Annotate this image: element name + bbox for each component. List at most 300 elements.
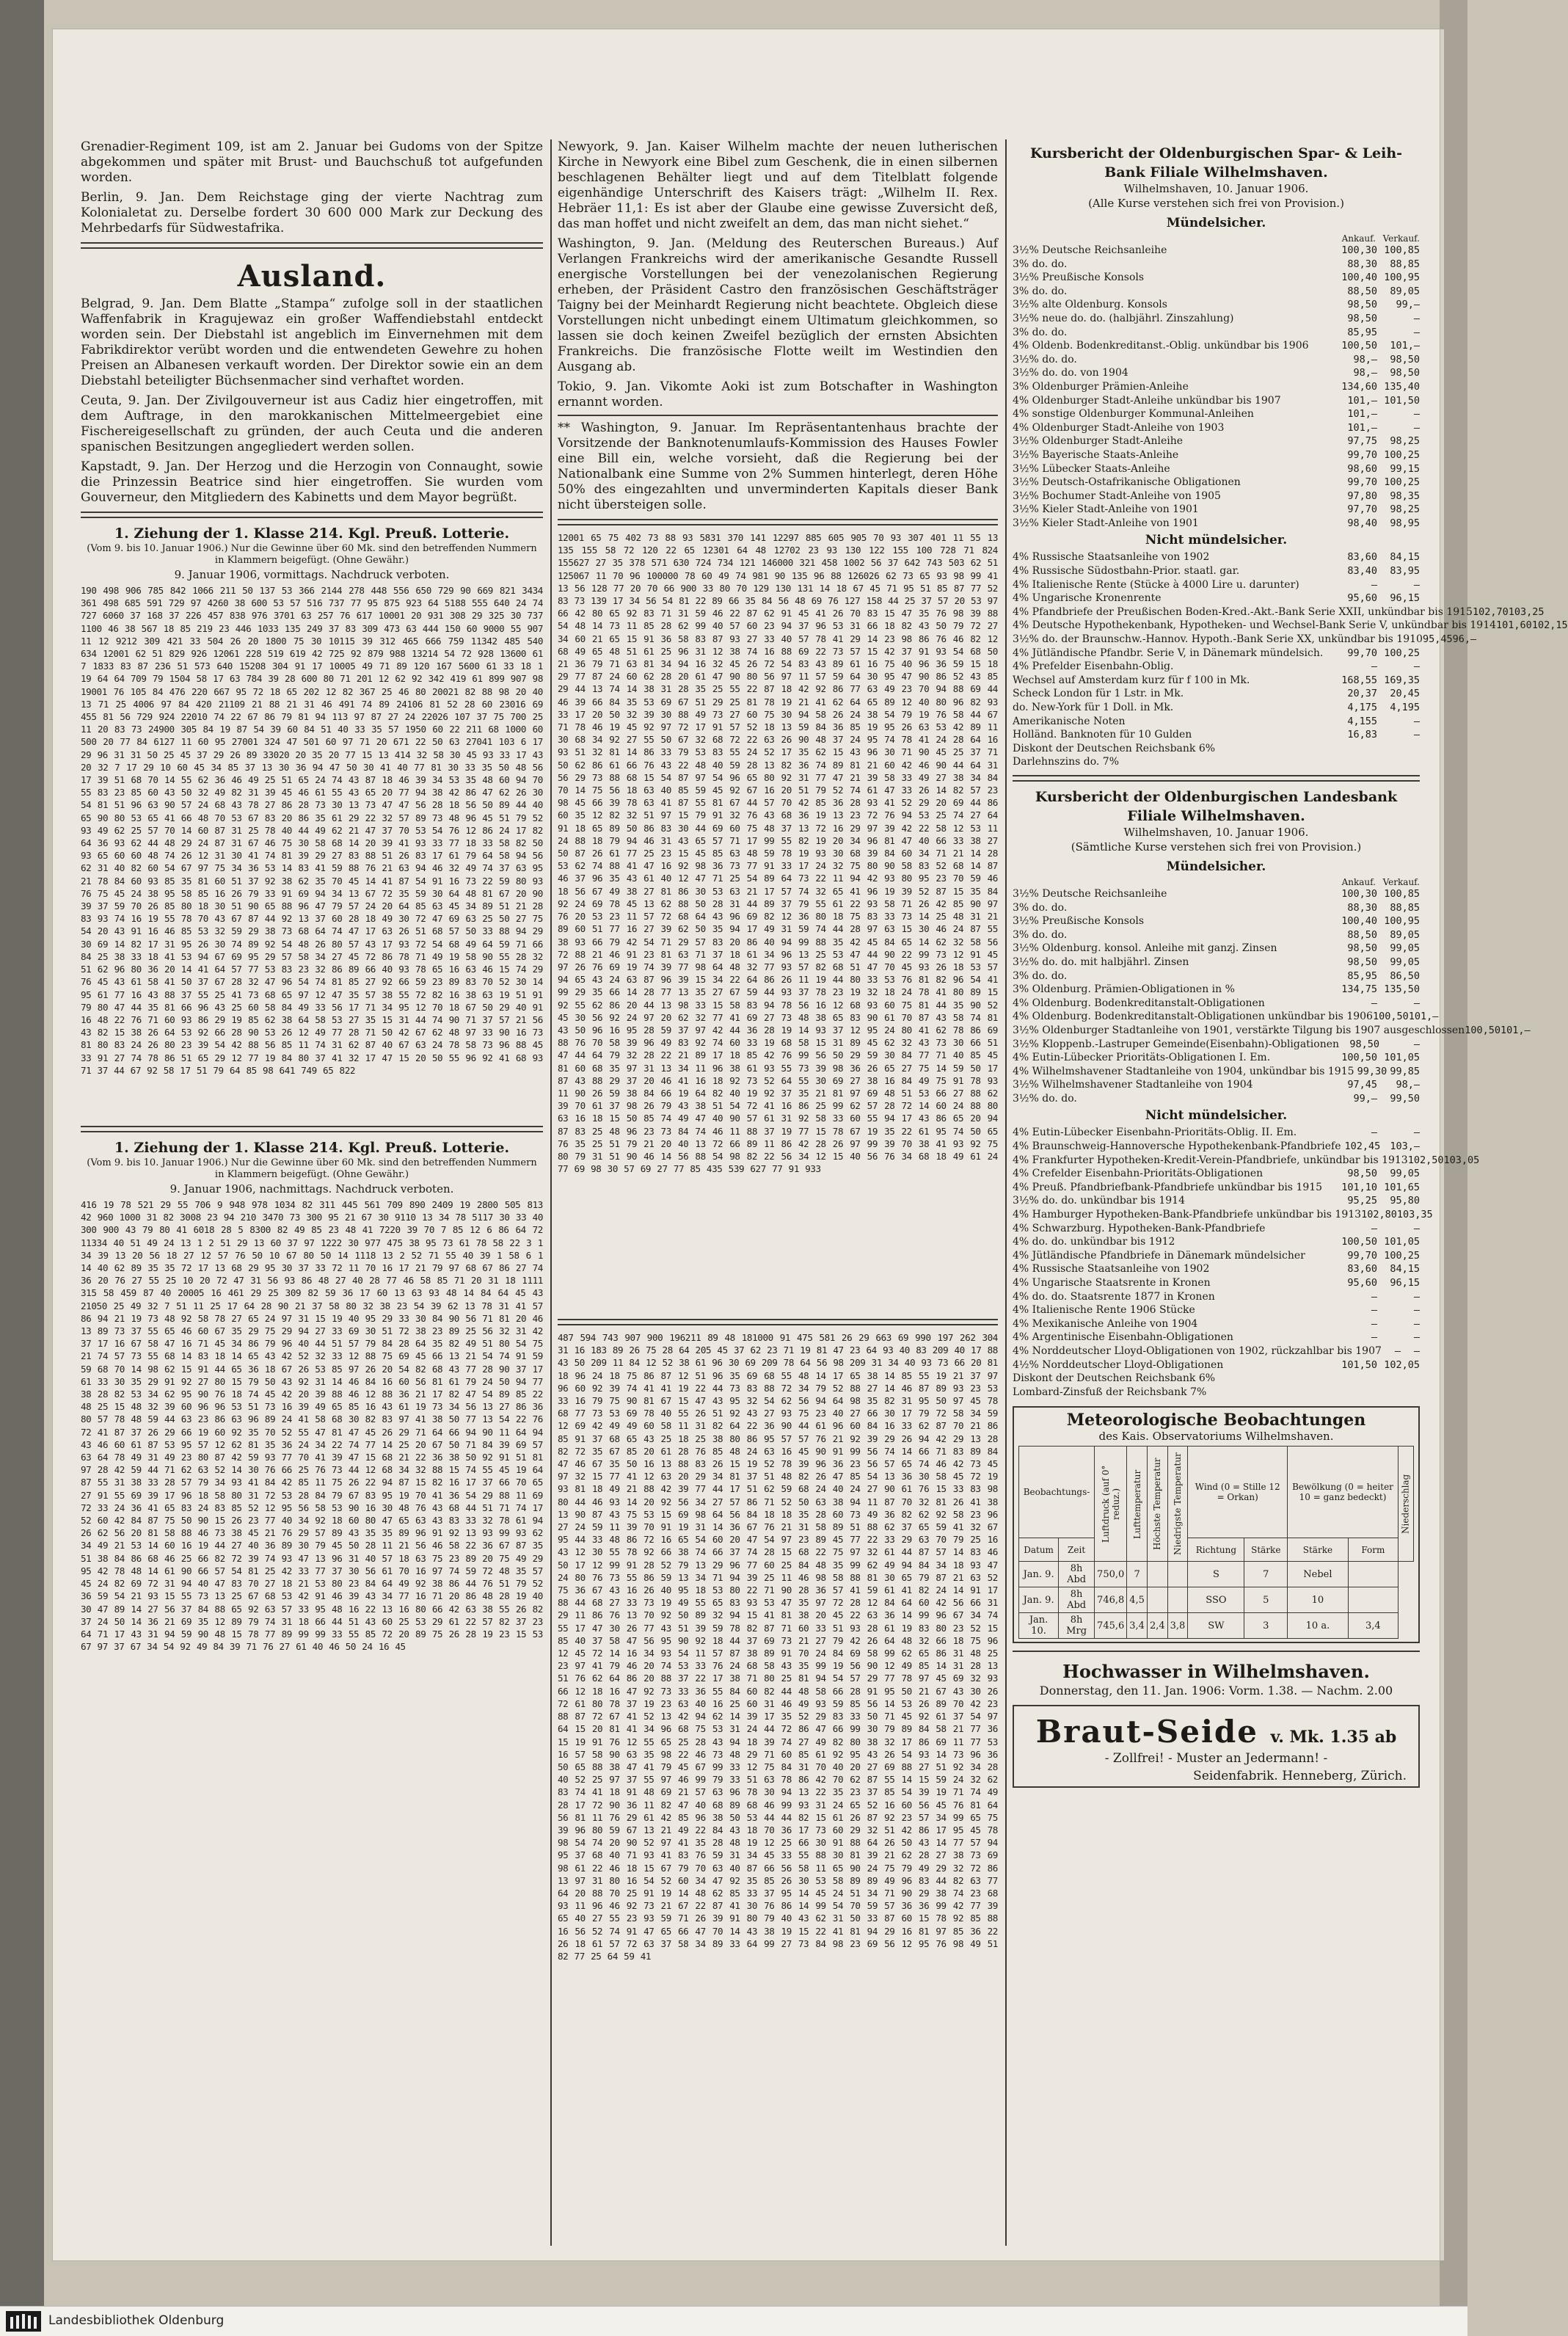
kurs-security: 4% Ungarische Kronenrente [1013,592,1162,605]
separator [81,1126,543,1132]
kurs-ankauf: 98,50 [1347,942,1377,955]
section-heading-ausland: Ausland. [237,259,387,294]
kurs-row [1013,326,1420,340]
kurs-security: Darlehnszins do. 7% [1013,756,1120,768]
kurs-row [1013,887,1420,901]
kurs-ankauf: 100,50 [1372,1011,1409,1023]
kurs-ankauf: 83,60 [1347,1263,1377,1276]
kurs-ankauf: 83,40 [1347,565,1377,578]
kurs-ankauf: 99,— [1353,1092,1377,1105]
kurs-security: 4% Eutin-Lübecker Eisenbahn-Prioritäts-Oblig. II. Em. [1013,1127,1297,1139]
kurs-security: 4% Deutsche Hypothekenbank, Hypotheken- und Wechsel-Bank Serie V, unkündbar bis 1914 [1013,619,1497,632]
kurs-row [1013,1167,1420,1181]
lottery-numbers: 416 19 78 521 29 55 706 9 948 978 1034 82 311 445 561 709 890 2409 19 2800 505 813 42 960 1000 31 82 3008 23 94 210 3470 73 300 95 21 67 30 9110 13 34 78 5117 30 33 40 300 900 43 79 80 41 6018 28 5 8300 82 49 85 23 48 41 7220 39 70 7 85 12 6 86 64 72 11334 40 51 49 24 13 1 2 51 29 13 60 37 97 1222 30 977 475 38 95 73 61 78 58 22 3 1 34 39 13 20 56 18 27 12 57 76 50 10 67 80 50 14 1118 13 2 52 71 55 40 39 1 58 6 1 14 40 62 89 35 35 72 17 13 68 29 95 30 37 33 72 11 70 16 17 21 79 97 68 67 86 27 74 36 20 76 27 55 25 10 20 72 47 31 56 93 86 48 27 40 28 77 46 58 85 71 20 31 18 1111 315 58 459 87 40 20005 16 461 29 25 309 82 59 36 17 60 13 63 93 48 14 84 64 45 43 21050 25 49 32 7 51 11 25 17 64 28 90 21 37 58 80 32 38 23 54 39 62 13 78 31 41 57 86 94 21 19 73 48 92 58 78 27 65 24 97 31 15 19 40 95 29 33 30 84 90 56 71 81 20 46 13 89 73 37 55 65 46 60 67 35 29 75 29 94 27 33 69 30 51 72 38 23 89 25 56 32 31 42 37 17 16 67 58 47 16 71 45 34 86 79 96 40 44 51 57 79 84 28 64 35 82 49 51 80 54 75 21 74 57 73 55 68 14 83 18 14 65 43 42 52 32 33 12 88 75 69 45 66 13 21 54 74 91 59 59 68 70 14 98 62 15 91 44 65 36 18 67 26 53 85 97 26 20 54 82 68 43 77 28 90 37 17 61 33 30 35 29 91 92 27 80 15 79 50 43 92 31 14 46 84 16 60 56 81 61 79 24 50 94 77 38 28 82 53 34 62 95 90 76 18 74 45 42 20 39 88 46 12 88 36 21 17 82 47 54 89 85 22 48 25 15 48 32 39 60 96 96 53 51 73 16 39 49 65 85 16 43 61 19 73 34 56 13 27 86 36 80 57 78 48 59 44 63 23 86 63 96 89 24 41 58 68 30 82 83 97 41 38 50 77 13 54 22 76 72 41 87 37 26 29 66 19 60 92 35 70 52 55 47 81 47 45 26 29 71 64 66 94 90 11 64 94 43 46 60 61 87 53 95 57 12 62 81 35 36 24 34 22 74 77 14 25 20 67 50 71 84 39 69 57 63 64 78 49 31 49 23 80 87 42 59 93 77 70 41 39 47 15 68 21 22 36 38 50 92 91 51 81 97 28 42 59 44 71 62 63 52 14 30 76 66 25 76 73 44 12 68 34 32 88 15 74 55 45 19 64 87 55 31 38 33 28 57 79 34 93 41 84 42 85 11 75 26 22 94 87 15 82 16 17 37 66 70 65 27 91 55 69 39 17 96 18 58 80 31 72 53 28 84 79 67 83 95 19 70 41 36 54 29 88 11 69 72 33 24 36 41 65 83 24 83 85 52 12 95 56 58 53 90 16 30 48 76 43 68 44 51 71 74 17 52 60 42 84 87 75 50 90 15 26 23 77 40 34 92 18 60 80 47 65 63 43 83 33 32 78 61 94 26 62 56 20 81 58 88 46 73 38 45 21 76 29 57 89 43 35 35 89 96 91 92 13 93 99 93 62 34 49 21 53 14 60 16 19 44 27 40 36 89 30 79 45 50 28 11 21 56 46 58 22 36 67 87 35 51 38 84 86 68 46 25 66 82 72 39 74 93 47 13 96 31 40 57 18 63 75 23 89 20 75 49 29 95 42 78 48 14 61 90 66 57 54 81 25 42 33 77 37 30 56 61 70 16 97 74 59 72 48 35 57 45 24 82 69 72 31 94 40 47 83 70 27 18 21 53 80 23 84 64 49 92 38 86 44 76 51 79 52 36 59 54 21 93 15 55 73 13 25 67 68 53 42 91 46 39 43 34 77 16 71 20 86 48 28 19 40 30 47 89 14 27 56 37 84 88 65 92 63 57 33 95 48 16 22 13 16 80 66 42 63 38 55 26 82 37 24 50 14 36 21 69 35 12 89 79 74 31 18 66 44 51 43 60 25 53 29 61 22 57 82 37 23 64 71 17 43 31 94 59 90 48 15 78 77 89 99 99 33 55 85 72 20 89 75 26 28 19 23 15 53 67 97 37 67 34 54 92 49 84 39 71 76 27 61 40 46 50 24 16 45 [81,1199,543,1653]
kurs-ankauf: 97,75 [1347,435,1377,448]
separator [1013,775,1420,782]
kurs-ankauf: 20,37 [1347,688,1377,700]
met-header-richtung: Richtung [1188,1538,1244,1562]
kurs-row [1013,942,1420,956]
lottery-title: 1. Ziehung der 1. Klasse 214. Kgl. Preuß. Lotterie. [114,525,510,542]
kurs-security: 3% do. do. [1013,258,1068,270]
met-cell: 7 [1244,1562,1288,1587]
kurs-security: 3% do. do. [1013,285,1068,297]
kurs-row [1013,1345,1420,1358]
kurs-verkauf: — [1413,1038,1420,1050]
ad-title [1018,1714,1414,1750]
kurs-row [1013,755,1420,769]
kurs-verkauf: 135,40 [1384,380,1420,393]
kurs-security: 4% Russische Staatsanleihe von 1902 [1013,1263,1210,1276]
kurs-security: 3½% Oldenburger Stadt-Anleihe [1013,435,1184,448]
kurs-row [1013,517,1420,531]
kurs-security: 4% Prefelder Eisenbahn-Oblig. [1013,661,1174,673]
kursbericht-title: Kursbericht der Oldenburgischen Spar- & Leih-Bank Filiale Wilhelmshaven. [1029,145,1403,181]
kurs-verkauf: 103,— [1390,1140,1420,1153]
kurs-security: 4% Wilhelmshavener Stadtanleihe von 1904, unkündbar bis 1915 [1013,1065,1354,1077]
kurs-security: 3½% do. do. [1013,1092,1077,1105]
kurs-ankauf: 102,45 [1344,1140,1381,1153]
column-3 [1013,139,1568,2246]
kurs-verkauf: — [1413,1290,1420,1303]
kurs-verkauf: 101,50 [1384,394,1420,407]
met-cell: 3,8 [1167,1613,1188,1639]
kurs-verkauf: 102,15 [1531,619,1568,632]
met-cell [1167,1587,1188,1613]
kurs-verkauf: 100,25 [1384,476,1420,489]
lottery-date: 9. Januar 1906, vormittags. Nachdruck verboten. [174,568,450,581]
kurs-row [1013,1358,1420,1372]
kurs-ankauf: 100,40 [1341,272,1377,284]
kurs-security: Diskont der Deutschen Reichsbank 6% [1013,742,1216,754]
met-header-baro: Luftdruck (auf 0° reduz.) [1095,1447,1127,1562]
kurs-row [1013,550,1420,564]
kurs-ankauf: 134,60 [1341,380,1377,393]
kurs-verkauf: 86,50 [1390,969,1420,982]
kurs-row [1013,1290,1420,1304]
kurs-ankauf: — [1371,1331,1377,1344]
hochwasser-text: Donnerstag, den 11. Jan. 1906: Vorm. 1.38. — Nachm. 2.00 [1039,1684,1393,1698]
ad-firm: Seidenfabrik. Henneberg, Zürich. [1193,1769,1407,1784]
kurs-ankauf: 16,83 [1347,729,1377,741]
kurs-row [1013,1051,1420,1065]
kurs-table [1013,887,1531,1106]
met-cell: 10 a. [1288,1613,1349,1639]
kurs-row [1013,701,1420,715]
kurs-ankauf: 98,50 [1349,1038,1380,1050]
kurs-verkauf: 99,50 [1390,1092,1420,1105]
col-ankauf: Ankauf. [1341,876,1376,887]
kurs-verkauf: — [1413,729,1420,741]
kurs-security: Wechsel auf Amsterdam kurz für f 100 in Mk. [1013,674,1250,686]
kurs-ankauf: 98,50 [1347,956,1377,968]
section-nicht-mundelsicher: Nicht mündelsicher. [1145,1108,1288,1124]
kurs-verkauf: 100,25 [1384,647,1420,659]
met-header-form: Form [1348,1538,1398,1562]
kurs-ankauf: 97,70 [1347,503,1377,516]
kurs-verkauf: 98,— [1396,1079,1420,1091]
column-divider [1005,139,1007,2246]
kurs-ankauf: 134,75 [1341,983,1377,996]
kurs-verkauf: 98,50 [1390,353,1420,365]
kurs-security: 4% Oldenburger Stadt-Anleihe von 1903 [1013,421,1225,434]
met-header-starke-bew: Stärke [1288,1538,1349,1562]
met-cell [1147,1562,1167,1587]
kurs-ankauf: 98,— [1353,353,1377,365]
library-logo-icon [6,2311,41,2332]
news-paragraph: Washington, 9. Jan. (Meldung des Reuterschen Bureaus.) Auf Verlangen Frankreichs wird der amerikanische Gesandte Russell energische Vorstellungen bei der venezolanischen Regierung erheben, der Präsident Castro den französischen Geschäftsträger Taigny bei der Meinhardt Regierung nicht beachtete. Obgleich diese Vorstellungen nicht unbedingt einem Ultimatum gleichkommen, so lassen sie doch keinen Zweifel bezüglich der ernsten Absichten Frankreichs. Die französische Flotte weilt im Westindien den Ausgang ab. [558,236,998,374]
kurs-verkauf: 98,35 [1390,490,1420,502]
column-1 [81,139,543,2246]
kurs-verkauf: 20,45 [1390,688,1420,700]
kurs-ankauf: 98,50 [1347,299,1377,311]
kurs-row [1013,1331,1420,1345]
kurs-security: 3½% Wilhelmshavener Stadtanleihe von 1904 [1013,1079,1253,1091]
kurs-security: 4% Ungarische Staatsrente in Kronen [1013,1277,1211,1289]
kurs-verkauf: 101,05 [1384,1236,1420,1248]
lottery-note: (Vom 9. bis 10. Januar 1906.) Nur die Gewinne über 60 Mk. sind den betreffenden Nummern in Klammern beigefügt. (Ohne Gewähr.) [87,1157,537,1180]
met-cell: 745,6 [1095,1613,1127,1639]
kurs-verkauf: 95,80 [1390,1195,1420,1207]
kurs-security: 3½% alte Oldenburg. Konsols [1013,299,1167,311]
kurs-verkauf: — [1413,408,1420,421]
kurs-row [1013,956,1420,969]
kursbericht-note: (Sämtliche Kurse verstehen sich frei von Provision.) [1071,840,1362,854]
met-header-min: Niedrigste Temperatur [1167,1447,1188,1562]
kurs-row [1013,997,1420,1011]
met-header-bew: Bewölkung (0 = heiter 10 = ganz bedeckt) [1288,1447,1399,1538]
kurs-security: 3½% neue do. do. (halbjährl. Zinszahlung) [1013,312,1234,324]
kurs-security: 3½% Kieler Stadt-Anleihe von 1901 [1013,503,1199,516]
kurs-security: 3½% Lübecker Staats-Anleihe [1013,462,1170,475]
kurs-row [1013,503,1420,517]
news-paragraph: Berlin, 9. Jan. Dem Reichstage ging der vierte Nachtrag zum Kolonialetat zu. Derselbe fordert 30 600 000 Mark zur Deckung des Mehrbedarfs für Südwestafrika. [81,190,543,236]
kurs-security: 4% Russische Südostbahn-Prior. staatl. gar. [1013,565,1240,578]
kurs-security: 3½% do. do. von 1904 [1013,367,1128,379]
kurs-ankauf: 102,70 [1472,605,1509,618]
kursbericht-note: (Alle Kurse verstehen sich frei von Provision.) [1088,197,1344,210]
kurs-verkauf: 102,05 [1384,1358,1420,1371]
kurs-verkauf: — [1413,1127,1420,1139]
kurs-ankauf: 100,50 [1341,340,1377,352]
col-verkauf: Verkauf. [1382,233,1420,244]
kurs-security: 3½% Kloppenb.-Lastruper Gemeinde(Eisenbahn)-Obligationen [1013,1038,1340,1050]
kurs-row [1013,1386,1420,1400]
kurs-security: 3½% do. der Braunschw.-Hannov. Hypoth.-Bank Serie XX, unkündbar bis 1910 [1013,633,1423,646]
kurs-row [1013,258,1420,272]
kurs-row [1013,742,1420,756]
kurs-verkauf: 101,65 [1384,1181,1420,1193]
kurs-ankauf: 98,40 [1347,517,1377,529]
news-paragraph: ** Washington, 9. Januar. Im Repräsentantenhaus brachte der Vorsitzende der Banknotenumlaufs-Kommission des Hauses Fowler eine Bill ein, welche vorsieht, daß die Regierung bei der Nationalbank eine Summe von 2% Summen hinterlegt, deren Höhe 50% des eingezahlten und unverminderten Kapitals dieser Bank nicht übersteigen solle. [558,421,998,512]
kurs-security: 3% do. do. [1013,901,1068,914]
kurs-ankauf: — [1371,1304,1377,1317]
section-mundelsicher: Mündelsicher. [1166,216,1266,230]
kurs-security: 3½% Preußische Konsols [1013,272,1145,284]
kurs-ankauf: 101,10 [1341,1181,1377,1193]
kurs-ankauf: — [1371,578,1377,591]
kurs-security: 4% Crefelder Eisenbahn-Prioritäts-Obligationen [1013,1168,1263,1180]
kursbericht-date: Wilhelmshaven, 10. Januar 1906. [1123,182,1309,195]
lottery-date: 9. Januar 1906, nachmittags. Nachdruck verboten. [169,1182,454,1196]
kurs-row [1013,1078,1420,1092]
kurs-security: 3½% do. do. [1013,353,1077,365]
advertisement [1013,1705,1420,1788]
kurs-verkauf: 100,25 [1384,448,1420,461]
met-cell: 750,0 [1095,1562,1127,1587]
met-cell: 10 [1288,1587,1349,1613]
kurs-ankauf: 97,80 [1347,490,1377,502]
kurs-ankauf: 100,50 [1341,1236,1377,1248]
kurs-security: 4% Oldenburg. Bodenkreditanstalt-Obligationen unkündbar bis 1906 [1013,1011,1373,1023]
kurs-security: Diskont der Deutschen Reichsbank 6% [1013,1372,1216,1385]
kurs-ankauf: 99,70 [1347,647,1377,659]
meteorology-table [1018,1446,1414,1639]
kurs-security: Holländ. Banknoten für 10 Gulden [1013,729,1192,741]
section-nicht-mundelsicher: Nicht mündelsicher. [1145,533,1288,548]
kurs-verkauf: 99,— [1396,299,1420,311]
lottery-numbers: 190 498 906 785 842 1066 211 50 137 53 366 2144 278 448 556 650 729 90 669 821 3434 361 498 685 591 729 97 4260 38 600 53 57 516 737 77 95 875 923 64 5188 555 640 24 74 727 6060 37 168 37 226 457 838 976 3701 63 257 76 617 10001 20 931 308 29 325 30 737 1100 46 38 567 18 85 219 23 446 1033 135 249 37 83 309 473 63 444 150 60 9000 55 907 11 12 9212 309 421 33 504 26 20 1800 75 30 10115 39 312 465 666 759 11342 485 540 634 12001 62 51 829 926 12061 228 519 619 42 725 92 879 988 13214 54 72 928 13600 61 7 1833 83 87 236 51 573 640 15208 304 91 17 10005 49 71 89 120 167 5600 61 33 18 1 19 64 64 709 79 1504 58 17 63 784 39 28 600 80 71 201 12 62 92 342 419 61 899 907 98 19001 76 105 84 476 220 667 95 72 18 65 202 12 82 367 25 46 80 20021 82 88 98 20 40 13 71 25 4006 97 84 420 21109 21 88 21 31 46 491 74 89 24106 81 52 28 60 23016 69 455 81 56 729 924 22010 74 22 67 86 79 81 94 113 97 87 27 24 22026 107 37 75 700 25 11 20 83 73 24900 305 84 19 87 54 39 60 84 51 40 33 35 57 1950 60 22 211 68 1000 60 500 20 77 84 6127 11 60 95 27001 324 47 501 60 97 71 20 671 22 50 63 27041 103 6 17 29 96 31 31 50 25 45 37 29 26 89 33020 20 35 20 77 15 13 414 32 58 30 45 93 33 17 43 20 32 7 17 29 10 60 45 34 85 37 13 30 36 94 47 50 30 41 40 77 81 30 33 35 50 48 56 17 39 51 68 70 14 55 62 36 46 49 25 51 65 24 74 43 87 18 46 39 34 53 35 48 60 94 70 55 83 23 85 60 43 50 32 49 82 31 39 45 46 61 55 43 65 20 77 94 38 42 86 47 62 26 30 54 81 51 96 63 90 57 24 68 43 78 27 86 28 73 30 13 73 47 47 56 28 18 56 50 89 44 40 65 90 80 53 65 41 66 48 70 53 67 83 20 86 35 61 29 22 32 57 89 73 48 96 45 51 79 52 93 49 62 25 57 70 14 60 87 31 25 78 40 44 49 62 21 47 37 70 53 54 76 12 86 24 17 82 64 36 93 62 44 48 29 24 87 31 67 46 75 30 58 68 14 20 39 41 93 33 77 18 33 58 82 50 93 65 60 60 48 74 26 12 31 30 41 74 81 39 29 27 83 88 51 26 83 17 61 79 64 58 94 56 62 31 40 82 60 54 67 97 75 34 36 53 14 83 41 59 88 76 21 63 94 46 32 49 74 37 63 95 21 78 84 60 93 85 35 81 60 51 37 92 38 62 35 70 45 14 41 87 54 91 16 73 22 59 80 93 76 75 45 24 38 95 58 85 16 26 79 33 91 69 94 34 13 67 72 35 59 30 64 48 81 67 20 90 39 37 59 70 26 85 80 18 30 51 90 65 88 96 47 79 57 24 20 64 85 63 45 34 89 51 21 28 83 93 74 16 19 55 78 70 43 67 87 44 92 13 37 60 28 18 49 30 72 47 69 63 25 50 27 75 54 20 43 91 16 46 85 53 32 59 29 38 73 68 64 74 47 17 63 26 51 68 57 50 33 88 94 29 30 69 14 82 17 31 95 26 30 74 89 92 54 48 26 80 57 43 17 93 72 54 68 49 64 59 71 66 84 25 38 33 18 41 53 94 67 69 95 29 57 58 34 27 45 72 86 78 71 49 19 58 90 55 28 32 51 62 96 80 36 20 14 41 64 57 77 53 83 23 32 86 89 66 40 93 78 65 16 63 46 15 74 29 76 45 43 61 58 41 50 37 67 28 32 47 96 54 74 81 85 27 92 66 59 23 89 83 70 52 30 14 95 61 77 16 43 88 37 55 25 41 73 68 65 97 12 47 35 57 38 55 72 82 16 38 63 19 51 91 79 80 47 44 35 81 66 96 43 25 60 58 84 49 33 56 17 71 34 95 12 70 18 67 50 29 40 91 16 48 22 76 71 60 93 86 29 19 85 62 38 64 58 53 27 35 15 31 44 74 90 71 37 57 21 56 43 82 15 38 26 64 53 92 66 28 90 53 26 12 49 77 28 71 50 42 67 62 48 97 33 90 16 73 81 80 83 24 26 80 23 39 54 42 88 56 85 11 74 31 62 87 40 67 63 24 78 58 73 96 88 45 33 91 27 74 78 86 51 65 29 12 77 19 84 80 37 41 32 17 47 15 20 50 55 96 92 41 68 93 71 37 44 67 92 58 17 51 79 64 85 98 641 749 65 822 [81,585,543,1076]
kurs-verkauf: 84,15 [1390,1263,1420,1276]
kurs-security: 4% Oldenburg. Bodenkreditanstalt-Obligationen [1013,997,1265,1009]
kurs-security: 4% Italienische Rente 1906 Stücke [1013,1304,1195,1317]
kurs-row [1013,339,1420,353]
kurs-ankauf [1335,742,1377,756]
kurs-ankauf [1335,755,1377,769]
kurs-row [1013,619,1568,633]
kurs-verkauf: 89,05 [1390,285,1420,297]
met-cell: 2,4 [1147,1613,1167,1639]
kurs-security: 3½% do. do. unkündbar bis 1914 [1013,1195,1185,1207]
kurs-row [1013,407,1420,421]
kurs-verkauf: 100,25 [1384,1249,1420,1262]
kurs-verkauf: 99,05 [1390,1168,1420,1180]
kurs-ankauf: 100,50 [1465,1024,1500,1036]
met-cell [1167,1562,1188,1587]
kurs-row [1013,1317,1420,1331]
kurs-security: 3% Oldenburg. Prämien-Obligationen in % [1013,983,1235,996]
met-header-starke: Stärke [1244,1538,1288,1562]
kurs-ankauf: 98,— [1353,367,1377,379]
kurs-row [1013,1065,1420,1079]
kurs-verkauf: — [1413,421,1420,434]
kurs-table [1013,550,1568,769]
meteorology-subtitle: des Kais. Observatoriums Wilhelmshaven. [1098,1430,1334,1444]
met-cell: S [1188,1562,1244,1587]
kurs-verkauf: 99,05 [1390,956,1420,968]
met-cell: SW [1188,1613,1244,1639]
ad-title-main: Braut-Seide [1035,1714,1258,1750]
kurs-verkauf: 99,15 [1390,462,1420,475]
kurs-row [1013,353,1420,367]
separator [1013,1651,1420,1652]
kurs-ankauf: 83,60 [1347,551,1377,564]
met-cell: 5 [1244,1587,1288,1613]
news-paragraph: Tokio, 9. Jan. Vikomte Aoki ist zum Botschafter in Washington ernannt worden. [558,379,998,410]
kurs-security: 3½% Oldenburg. konsol. Anleihe mit ganzj. Zinsen [1013,942,1277,955]
kurs-verkauf: 88,85 [1390,901,1420,914]
lottery-numbers: 487 594 743 907 900 196211 89 48 181000 91 475 581 26 29 663 69 990 197 262 304 31 16 183 89 26 75 28 64 205 45 37 62 23 71 19 81 47 23 64 93 40 83 209 40 17 88 43 50 209 11 84 12 52 38 61 96 30 69 209 78 64 56 98 209 31 34 40 93 73 66 20 81 18 96 24 18 75 86 87 12 51 96 35 69 68 55 48 14 17 65 38 14 85 55 19 21 37 97 96 60 92 39 74 41 41 19 22 44 73 83 88 72 34 79 52 88 27 14 46 87 89 93 23 53 33 16 79 75 90 81 67 15 47 43 95 32 54 62 56 94 64 98 35 82 31 95 50 97 45 78 68 77 73 53 69 78 40 55 26 51 92 43 27 93 75 23 40 27 66 30 17 79 72 58 34 59 12 69 42 49 49 60 58 11 31 82 64 22 36 90 44 61 96 60 84 16 33 62 87 70 21 86 85 91 37 68 65 43 25 18 25 38 80 86 95 57 57 76 21 92 39 29 26 94 42 29 13 28 82 72 35 67 85 20 61 28 76 85 48 24 63 16 45 90 91 99 56 74 14 66 71 83 89 84 47 46 67 35 50 16 13 88 83 26 15 19 52 78 39 96 36 23 56 57 65 74 46 42 73 45 97 32 15 77 41 12 63 20 29 34 81 37 51 48 82 26 47 85 54 13 36 30 58 45 72 19 93 81 18 49 21 88 42 39 77 44 17 51 62 59 68 24 40 24 27 90 61 76 15 33 83 98 80 44 46 93 14 20 92 56 34 27 57 86 71 52 50 63 38 94 11 87 70 32 81 26 41 38 13 90 87 43 75 53 15 69 98 64 56 84 18 18 35 28 60 73 49 36 82 62 92 58 23 96 27 24 59 11 39 70 91 19 31 14 36 67 76 21 31 58 89 51 88 62 37 65 59 41 32 67 95 44 33 48 86 72 16 65 54 60 20 47 54 97 23 89 45 77 22 33 29 63 70 79 25 16 43 12 30 55 78 92 66 38 74 66 37 74 28 15 68 22 75 97 32 61 44 87 57 14 83 46 50 17 12 99 91 28 52 79 13 29 96 77 60 25 84 48 35 99 62 49 94 84 34 18 93 47 24 80 76 73 55 86 59 13 34 71 94 39 25 11 46 98 58 88 81 30 65 79 87 21 63 52 75 36 67 43 16 26 40 95 18 53 80 22 71 90 28 36 57 41 59 61 41 82 24 14 91 17 88 44 68 27 33 73 19 49 55 65 83 93 53 47 35 97 72 28 12 84 64 60 42 56 66 31 29 11 86 76 13 70 92 50 89 32 94 15 41 81 38 20 45 22 63 36 14 99 96 67 34 74 55 17 47 30 26 77 43 51 39 59 78 82 87 71 60 33 51 93 28 61 19 83 80 23 52 15 85 40 37 58 47 56 95 90 92 18 44 37 69 73 21 27 79 42 26 64 48 32 66 18 75 96 12 45 72 14 16 34 93 54 11 57 87 38 89 91 70 24 84 69 58 99 62 65 86 31 48 25 23 97 41 79 46 20 74 53 33 76 24 68 58 43 35 99 19 56 90 12 49 85 14 31 28 13 51 76 62 64 86 20 88 37 22 17 38 71 80 25 81 94 54 57 29 77 78 97 45 69 32 93 66 12 18 16 47 92 73 33 36 55 84 60 82 44 48 58 66 28 91 95 50 21 67 43 30 26 72 61 80 78 37 19 23 63 40 16 25 60 31 46 49 93 59 85 56 14 53 26 89 70 42 23 88 87 72 67 41 52 13 42 94 62 14 39 17 35 52 29 83 33 50 71 45 92 61 37 54 97 64 15 20 81 41 34 96 68 75 53 31 24 44 72 86 47 66 99 30 79 89 84 58 21 77 36 15 19 91 76 12 55 65 25 28 43 94 18 39 74 27 49 82 80 38 32 17 86 69 11 77 53 16 57 58 90 63 35 98 22 46 73 48 29 71 60 85 61 92 95 43 26 54 93 14 73 96 36 50 65 88 38 47 41 79 45 67 99 33 12 75 84 31 70 40 20 27 69 88 27 51 92 34 28 40 52 25 97 37 55 97 46 99 79 33 51 63 78 86 42 70 62 87 55 14 15 59 24 32 62 83 74 41 18 91 48 69 21 57 63 96 78 30 94 13 22 35 23 37 85 54 39 19 71 74 49 28 17 72 90 36 11 82 47 40 68 89 68 46 99 93 31 24 65 52 16 60 56 45 76 81 64 56 81 11 76 29 61 42 85 96 38 50 53 44 44 82 15 61 26 87 92 23 57 34 99 65 75 39 96 80 59 67 13 21 49 22 84 43 18 70 36 17 73 60 29 32 51 42 86 17 95 45 78 98 54 74 20 90 52 97 41 35 28 48 19 12 25 66 30 91 88 64 26 50 43 14 77 57 94 95 37 68 40 71 93 41 83 76 59 31 34 45 33 55 88 30 81 39 21 62 28 27 38 73 69 98 61 22 46 18 15 67 79 70 63 40 87 66 56 58 11 65 90 24 75 79 49 29 32 72 86 13 97 31 80 16 54 52 60 34 47 92 35 85 26 30 53 58 89 89 49 96 83 44 82 63 77 64 20 88 70 25 91 19 14 48 62 85 33 37 95 14 45 24 51 34 71 90 29 38 74 23 68 93 11 96 46 92 73 21 67 22 87 41 30 76 86 14 99 54 70 59 57 36 36 99 42 77 39 65 40 27 55 23 93 59 71 26 39 91 80 79 40 43 62 31 50 33 87 60 15 78 92 85 88 16 56 52 74 91 47 65 66 47 70 14 43 38 19 15 22 41 81 94 29 16 81 97 85 36 22 26 18 61 57 72 63 37 58 34 89 33 64 99 27 73 84 98 23 69 56 12 95 76 98 49 51 82 77 25 64 59 41 [558,1332,998,1962]
kurs-row [1013,421,1420,435]
kurs-ankauf: 95,60 [1347,1277,1377,1289]
kurs-row [1013,1303,1420,1317]
met-header-datum: Datum [1019,1538,1059,1562]
scan-right-margin [1440,0,1467,2336]
kurs-row [1013,674,1420,688]
kurs-row [1013,605,1545,619]
kurs-verkauf: 88,85 [1390,258,1420,270]
kurs-verkauf: 99,85 [1390,1065,1420,1077]
kurs-security: 4% Schwarzburg. Hypotheken-Bank-Pfandbriefe [1013,1222,1266,1234]
kurs-verkauf: 101,— [1408,1011,1439,1023]
kurs-security: 4% Oldenburger Stadt-Anleihe unkündbar bis 1907 [1013,394,1281,407]
kurs-security: 3% do. do. [1013,928,1068,941]
kurs-verkauf: 101,— [1390,340,1420,352]
col-ankauf: Ankauf. [1341,233,1376,244]
kurs-verkauf: 169,35 [1384,674,1420,686]
kurs-security: 4% do. do. unkündbar bis 1912 [1013,1236,1175,1248]
kurs-verkauf: 101,05 [1384,1052,1420,1064]
kurs-row [1013,647,1420,661]
kurs-ankauf: 100,40 [1341,915,1377,928]
kurs-verkauf: — [1413,312,1420,324]
kurs-row [1013,928,1420,942]
met-cell [1147,1587,1167,1613]
kurs-ankauf: 168,55 [1341,674,1377,686]
kurs-security: 4% Italienische Rente (Stücke à 4000 Lire u. darunter) [1013,578,1299,591]
kurs-security: 4% Russische Staatsanleihe von 1902 [1013,551,1210,564]
separator [558,519,998,525]
kurs-row [1013,1010,1439,1024]
separator [81,242,543,249]
kurs-security: 3½% Kieler Stadt-Anleihe von 1901 [1013,517,1199,529]
kurs-row [1013,462,1420,476]
kurs-row [1013,244,1420,258]
kurs-security: 4% Jütländische Pfandbr. Serie V, in Dänemark mündelsich. [1013,647,1324,659]
kurs-row [1013,434,1420,448]
scan-left-margin [0,0,44,2336]
kurs-row [1013,1249,1420,1263]
kurs-ankauf: 88,30 [1347,258,1377,270]
met-header-beob: Beobachtungs- [1019,1447,1095,1538]
kurs-ankauf: 95,25 [1347,1195,1377,1207]
kurs-table [1013,244,1420,530]
kurs-security: 4% Pfandbriefe der Preußischen Boden-Kred.-Akt.-Bank Serie XXII, unkündbar bis 1915 [1013,605,1473,618]
kurs-table [1013,1126,1480,1399]
kurs-security: Lombard-Zinsfuß der Reichsbank 7% [1013,1386,1207,1398]
kurs-security: 4% Mexikanische Anleihe von 1904 [1013,1317,1198,1330]
kurs-row [1013,1126,1420,1140]
kurs-row [1013,1222,1420,1236]
kurs-row [1013,448,1420,462]
kurs-row [1013,1154,1480,1168]
kurs-verkauf: — [1413,997,1420,1009]
kurs-security: 3½% Deutsche Reichsanleihe [1013,887,1167,900]
kurs-ankauf: 100,30 [1341,887,1377,900]
kurs-verkauf: — [1413,326,1420,338]
kurs-security: 4½% Norddeutscher Lloyd-Obligationen [1013,1358,1224,1371]
kurs-ankauf: 102,50 [1407,1154,1444,1166]
kurs-security: 3½% Oldenburger Stadtanleihe von 1901, verstärkte Tilgung bis 1907 ausgeschlossen [1013,1024,1465,1036]
kurs-ankauf: 98,50 [1347,312,1377,324]
kurs-verkauf: 84,15 [1390,551,1420,564]
kurs-security: 3% do. do. [1013,969,1068,982]
kurs-verkauf: 103,25 [1508,605,1545,618]
kurs-row [1013,728,1420,742]
kurs-ankauf: 99,70 [1347,476,1377,489]
kurs-row [1013,687,1420,701]
kurs-row [1013,901,1420,915]
news-paragraph: Grenadier-Regiment 109, ist am 2. Januar bei Gudoms von der Spitze abgekommen und später mit Brust- und Bauchschuß tot aufgefunden worden. [81,139,543,185]
kurs-ankauf: 88,50 [1347,928,1377,941]
ad-line: - Zollfrei! - Muster an Jedermann! - [1104,1751,1328,1766]
kurs-ankauf: 85,95 [1347,326,1377,338]
kurs-verkauf: 4,195 [1390,702,1420,713]
kurs-row [1013,394,1420,408]
kurs-row [1013,633,1477,647]
kurs-ankauf [1335,1372,1377,1386]
news-paragraph: Ceuta, 9. Jan. Der Zivilgouverneur ist aus Cadiz hier eingetroffen, mit dem Auftrage, in den marokkanischen Mittelmeergebiet eine Fischereigesellschaft zu gründen, der auch Ceuta und die anderen spanischen Besitzungen angegliedert werden sollen. [81,393,543,454]
news-paragraph: Newyork, 9. Jan. Kaiser Wilhelm machte der neuen lutherischen Kirche in Newyork eine Bibel zum Geschenk, die in einen silbernen beschlagenen Behälter liegt und auf dem Titelblatt folgende eigenhändige Unterschrift des Kaisers trägt: „Wilhelm II. Rex. Hebräer 11,1: Es ist aber der Glaube eine gewisse Zuversicht deß, das man hoffet und nicht zweifelt an dem, das man nicht siehet.“ [558,139,998,231]
kurs-row [1013,380,1420,394]
kurs-verkauf: 135,50 [1384,983,1420,996]
kurs-ankauf: 101,60 [1496,619,1532,632]
lottery-numbers: 12001 65 75 402 73 88 93 5831 370 141 12297 885 605 905 70 93 307 401 11 55 13 135 155 58 72 120 22 65 12301 64 48 12702 23 93 130 122 155 100 728 71 824 155627 27 35 378 571 630 724 734 121 146000 321 458 1002 56 37 642 743 503 62 51 125067 11 70 96 100000 78 60 49 74 981 90 135 96 88 126026 62 73 65 93 98 99 41 13 56 128 77 20 70 66 900 33 80 70 129 130 131 14 18 67 45 71 95 51 85 87 77 52 83 73 139 17 34 56 54 81 22 89 66 35 84 56 48 69 76 127 158 44 25 37 57 20 53 97 66 42 80 65 92 83 71 31 59 46 22 87 62 91 45 41 26 70 83 15 47 35 76 98 39 88 54 48 14 73 11 85 28 62 99 40 57 60 23 94 37 96 53 31 66 18 82 43 50 79 72 27 34 60 21 65 15 91 36 58 83 87 93 27 33 40 57 78 41 29 14 23 98 86 76 46 82 12 68 49 65 48 51 61 25 96 31 12 38 74 16 88 69 22 73 57 15 42 37 91 93 54 68 50 21 36 79 71 63 81 34 94 16 32 45 26 72 54 83 43 89 61 16 75 40 96 36 59 15 18 29 77 87 24 60 62 28 20 61 47 90 80 56 97 11 57 59 64 30 95 47 90 86 52 43 85 29 44 13 74 14 38 31 28 35 25 55 22 87 18 42 92 86 77 63 49 23 70 94 88 69 44 46 39 66 84 35 53 69 67 51 29 25 81 78 19 21 41 62 64 65 89 12 40 80 96 82 93 33 17 20 50 32 39 30 88 49 73 27 60 75 30 94 58 26 24 38 54 79 19 76 58 44 67 71 78 46 19 45 92 97 72 17 91 57 52 18 13 59 84 36 85 19 95 26 63 53 42 89 11 30 68 34 92 27 55 50 67 32 68 72 22 63 26 90 48 37 24 95 74 78 41 24 28 64 16 93 51 32 81 14 86 33 79 53 83 55 24 52 17 35 62 15 43 96 30 71 90 45 25 37 71 50 62 86 61 66 76 43 22 48 40 59 28 13 82 36 74 89 81 21 60 42 46 90 44 64 31 56 29 73 88 68 15 54 87 97 54 96 65 80 92 31 77 47 21 39 58 33 49 27 38 34 84 70 14 75 56 18 63 40 85 59 45 92 67 16 20 51 79 52 74 61 47 33 26 14 82 57 23 98 45 66 39 78 63 41 87 55 81 67 44 57 70 42 85 36 28 93 41 52 29 20 69 44 86 60 35 12 82 32 51 97 15 79 91 32 76 43 68 36 19 13 23 72 76 94 53 25 74 27 64 91 18 65 89 50 86 83 30 44 69 60 75 48 37 13 72 16 29 97 39 42 22 58 12 53 11 24 88 18 79 94 46 31 43 65 57 71 17 99 55 82 19 20 34 96 81 47 40 66 33 38 27 50 87 26 61 77 25 23 15 45 85 63 48 59 78 19 93 30 68 39 84 60 34 71 21 14 28 53 62 74 88 41 47 16 92 98 36 73 77 91 33 17 24 32 75 80 90 58 83 52 68 14 87 46 37 96 35 43 61 40 12 47 71 25 54 89 64 73 22 11 94 42 93 80 95 23 70 59 46 18 56 67 49 38 27 81 86 30 53 63 21 17 57 74 32 65 41 96 19 39 52 87 15 35 84 92 24 69 78 45 13 62 88 50 28 31 44 89 37 79 55 61 22 93 58 71 26 42 85 90 97 76 20 53 23 11 57 72 68 64 43 96 69 82 12 36 80 18 75 83 33 73 14 25 48 31 21 89 60 51 77 16 27 39 62 50 35 94 17 49 31 59 74 44 28 97 63 15 30 46 24 87 55 38 93 66 79 42 54 71 29 57 83 20 86 40 94 99 88 35 42 45 84 65 14 62 32 58 56 72 88 21 46 91 23 81 63 71 37 18 61 34 96 13 25 53 47 44 90 22 99 73 12 91 45 97 26 76 69 19 74 39 77 98 64 48 32 77 93 57 82 68 51 47 70 45 93 26 18 53 57 94 65 43 24 63 87 96 39 15 34 22 64 86 26 11 19 44 80 33 53 76 81 82 96 54 41 99 29 35 66 14 28 77 13 35 27 67 59 44 93 37 78 23 19 32 18 24 78 41 80 89 15 92 55 62 86 20 44 13 98 33 15 58 83 94 78 56 16 12 68 93 60 75 81 44 35 90 52 45 30 56 92 24 97 20 62 32 77 41 69 27 73 48 38 65 83 90 61 70 87 43 58 74 81 43 50 96 16 95 28 59 37 97 42 44 36 28 19 14 93 37 12 95 24 80 41 62 78 86 69 88 76 70 58 39 96 49 83 92 74 60 33 19 68 58 15 31 89 45 62 32 43 73 30 66 51 47 44 64 79 32 28 22 21 89 17 18 85 42 76 99 56 50 29 59 30 84 77 71 40 85 45 81 60 68 35 97 31 13 34 11 96 38 61 93 55 73 39 98 36 26 65 27 75 14 59 50 17 87 43 88 29 37 20 46 41 16 18 92 73 52 64 55 30 69 27 38 16 84 49 75 91 78 93 11 90 26 59 38 84 66 19 64 82 40 19 92 37 35 21 81 97 69 48 51 53 66 27 88 62 39 70 61 37 98 26 79 43 38 51 54 72 41 16 86 25 99 62 57 28 72 14 60 24 88 80 63 16 18 15 50 85 74 49 47 40 90 57 61 31 92 58 33 60 55 94 17 43 86 65 20 94 87 83 25 48 96 23 73 84 74 46 11 88 37 19 77 15 78 67 19 35 22 61 95 74 50 65 76 35 25 51 79 21 20 40 13 72 66 89 11 86 42 28 26 97 99 39 70 38 41 93 92 75 80 79 31 51 90 46 14 56 88 54 98 82 22 56 34 12 15 40 56 76 34 68 18 49 61 24 77 69 98 30 57 69 27 77 85 435 539 627 77 91 933 [558,532,998,1175]
kursbericht-date: Wilhelmshaven, 10. Januar 1906. [1123,825,1309,839]
ad-price: v. Mk. 1.35 ab [1270,1728,1397,1747]
met-cell: 4,5 [1127,1587,1148,1613]
kurs-ankauf: — [1371,1317,1377,1330]
kurs-verkauf: 100,85 [1384,887,1420,900]
met-header-wind: Wind (0 = Stille 12 = Orkan) [1188,1447,1288,1538]
kurs-verkauf [1377,755,1420,769]
kurs-row [1013,366,1420,380]
kurs-verkauf: 98,25 [1390,435,1420,448]
kurs-ankauf: — [1371,997,1377,1009]
kurs-verkauf: 99,05 [1390,942,1420,955]
kurs-ankauf: — [1371,1127,1377,1139]
met-cell: 8h Abd [1059,1562,1095,1587]
kurs-security: 4% Braunschweig-Hannoversche Hypothekenbank-Pfandbriefe [1013,1140,1341,1153]
separator [558,1319,998,1325]
met-cell: SSO [1188,1587,1244,1613]
kurs-ankauf: — [1371,1222,1377,1234]
kurs-ankauf [1335,1386,1377,1400]
kurs-security: 3½% Preußische Konsols [1013,915,1145,928]
kurs-security: 3½% Bayerische Staats-Anleihe [1013,448,1179,461]
kurs-ankauf: 4,175 [1347,702,1377,713]
kurs-verkauf: 83,95 [1390,565,1420,578]
met-cell: Jan. 9. [1019,1562,1059,1587]
kursbericht-title: Kursbericht der Oldenburgischen Landesbank Filiale Wilhelmshaven. [1035,788,1398,824]
kurs-security: 3½% Deutsche Reichsanleihe [1013,244,1167,256]
met-cell: 7 [1127,1562,1148,1587]
kurs-verkauf: — [1413,578,1420,591]
kurs-verkauf: 100,95 [1384,272,1420,284]
kurs-row [1013,983,1420,997]
met-cell: 8h Abd [1059,1587,1095,1613]
kurs-security: 4% Eutin-Lübecker Prioritäts-Obligationen I. Em. [1013,1052,1271,1064]
met-cell: 746,8 [1095,1587,1127,1613]
kurs-row [1013,476,1420,490]
kurs-row [1013,592,1420,605]
met-row [1019,1587,1414,1613]
kurs-row [1013,312,1420,326]
kurs-security: 4% Norddeutscher Lloyd-Obligationen von 1902, rückzahlbar bis 1907 [1013,1345,1382,1357]
kurs-security: 4% do. do. Staatsrente 1877 in Kronen [1013,1290,1215,1303]
kurs-security: 4% Preuß. Pfandbriefbank-Pfandbriefe unkündbar bis 1915 [1013,1181,1323,1193]
kurs-security: 3½% Bochumer Stadt-Anleihe von 1905 [1013,490,1221,502]
kurs-row [1013,715,1420,729]
